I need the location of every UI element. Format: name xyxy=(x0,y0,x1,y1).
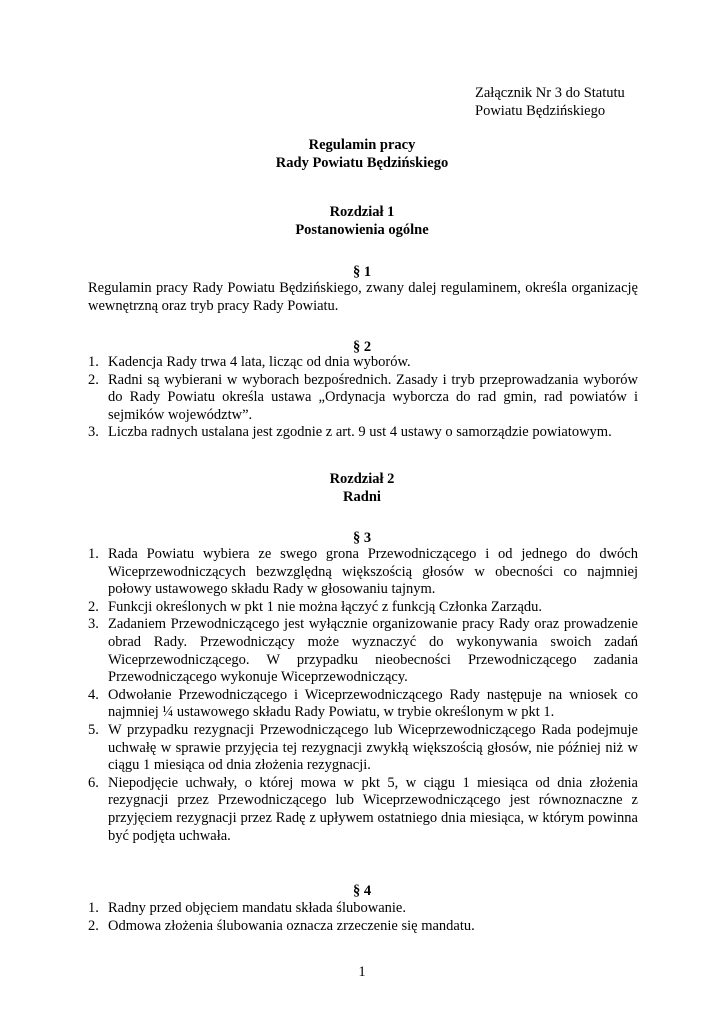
list-item-number: 1. xyxy=(88,354,99,370)
list-item-text: Rada Powiatu wybiera ze swego grona Przewodniczącego i od jednego do dwóch Wiceprzewodniczących bezwzględną większością głosów w obecności co najmniej połowy ustawowego składu Rady w głosowaniu tajnym. xyxy=(108,546,638,598)
annex-line-2: Powiatu Będzińskiego xyxy=(475,103,606,119)
section-1-heading: § 1 xyxy=(352,264,372,280)
chapter-2-number: Rozdział 2 xyxy=(329,471,395,487)
list-item-text: Zadaniem Przewodniczącego jest wyłącznie organizowanie pracy Rady oraz prowadzenie obrad Rady. Przewodniczący może wyznaczyć do wykonywania swoich zadań Wiceprzewodniczącego. W przypadku nieobecności Przewodniczącego zadania Przewodniczącego wykonuje Wiceprzewodniczący. xyxy=(108,616,638,686)
list-item xyxy=(88,424,638,442)
list-item-number: 3. xyxy=(88,616,99,633)
list-item-number: 6. xyxy=(88,774,99,791)
annex-line-1: Załącznik Nr 3 do Statutu xyxy=(475,85,625,101)
list-item xyxy=(88,372,638,425)
section-2-heading: § 2 xyxy=(352,339,372,355)
chapter-1-heading xyxy=(88,203,636,239)
list-item-text: Liczba radnych ustalana jest zgodnie z art. 9 ust 4 ustawy o samorządzie powiatowym. xyxy=(108,424,612,441)
list-item xyxy=(88,775,638,845)
chapter-1-number: Rozdział 1 xyxy=(329,204,395,220)
section-3-heading: § 3 xyxy=(352,530,372,546)
section-4-list xyxy=(88,900,638,935)
list-item xyxy=(88,546,638,599)
section-4-heading: § 4 xyxy=(352,883,372,899)
section-2-list xyxy=(88,354,638,442)
list-item-number: 2. xyxy=(88,371,99,388)
list-item-number: 2. xyxy=(88,917,99,934)
list-item-number: 4. xyxy=(88,686,99,703)
list-item-text: W przypadku rezygnacji Przewodniczącego lub Wiceprzewodniczącego Rada podejmuje uchwałę w sprawie przyjęcia tej rezygnacji zwykłą większością głosów, nie później niż w ciągu 1 miesiąca od dnia złożenia rezygnacji. xyxy=(108,721,638,774)
section-3-list xyxy=(88,546,638,845)
list-item-text: Radny przed objęciem mandatu składa ślubowanie. xyxy=(108,900,406,916)
page-number: 1 xyxy=(358,964,366,980)
list-item-text: Kadencja Rady trwa 4 lata, licząc od dnia wyborów. xyxy=(108,354,411,370)
section-1-text: Regulamin pracy Rady Powiatu Będzińskiego, zwany dalej regulaminem, określa organizację wewnętrzną oraz tryb pracy Rady Powiatu. xyxy=(88,280,638,314)
list-item xyxy=(88,918,638,936)
title-line-2: Rady Powiatu Będzińskiego xyxy=(275,155,449,171)
list-item-text: Radni są wybierani w wyborach bezpośrednich. Zasady i tryb przeprowadzania wyborów do Rady Powiatu określa ustawa „Ordynacja wyborcza do rad gmin, rad powiatów i sejmików województw”. xyxy=(108,371,638,423)
list-item xyxy=(88,354,638,372)
list-item-text: Odmowa złożenia ślubowania oznacza zrzeczenie się mandatu. xyxy=(108,917,475,934)
chapter-2-title: Radni xyxy=(343,489,381,505)
annex-note xyxy=(475,84,625,120)
list-item-number: 5. xyxy=(88,721,99,738)
list-item xyxy=(88,900,638,918)
list-item-number: 1. xyxy=(88,900,99,916)
list-item xyxy=(88,616,638,686)
title-line-1: Regulamin pracy xyxy=(308,137,416,153)
list-item xyxy=(88,722,638,775)
chapter-2-heading xyxy=(88,470,636,506)
list-item xyxy=(88,687,638,722)
list-item-text: Odwołanie Przewodniczącego i Wiceprzewodniczącego Rady następuje na wniosek co najmniej ¼ ustawowego składu Rady Powiatu, w trybie określonym w pkt 1. xyxy=(108,686,638,721)
chapter-1-title: Postanowienia ogólne xyxy=(295,222,429,238)
list-item-text: Funkcji określonych w pkt 1 nie można łączyć z funkcją Członka Zarządu. xyxy=(108,598,543,615)
list-item-number: 1. xyxy=(88,546,99,562)
list-item-number: 3. xyxy=(88,424,99,441)
document-title xyxy=(88,136,636,172)
list-item xyxy=(88,599,638,617)
list-item-text: Niepodjęcie uchwały, o której mowa w pkt 5, w ciągu 1 miesiąca od dnia złożenia rezygnacji przez Przewodniczącego lub Wiceprzewodniczącego jest równoznaczne z przyjęciem rezygnacji przez Radę z upływem ostatniego dnia miesiąca, w którym powinna być podjęta uchwała. xyxy=(108,774,638,844)
list-item-number: 2. xyxy=(88,598,99,615)
